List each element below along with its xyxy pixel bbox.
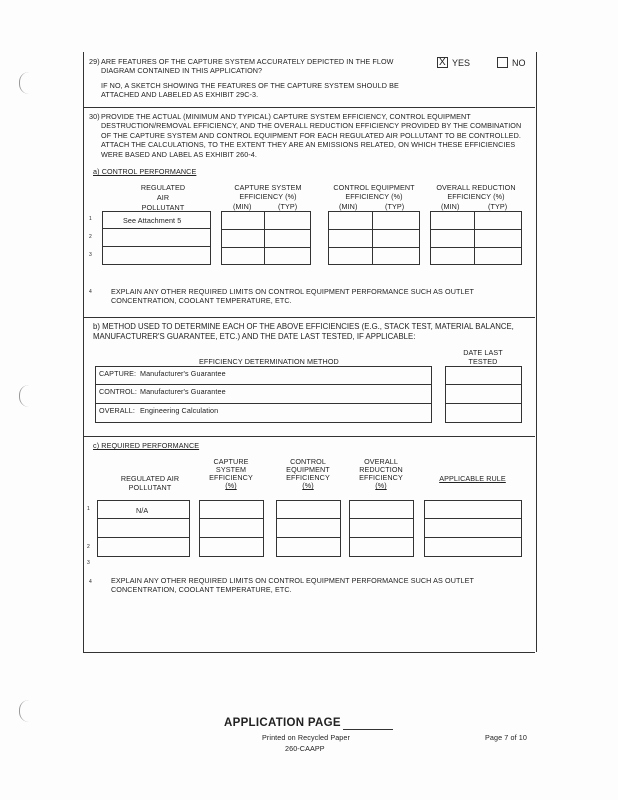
c-overall-cell-2[interactable] <box>349 519 414 538</box>
c-pollutant-cell-3[interactable] <box>97 538 190 557</box>
a-pollutant-cell-3[interactable] <box>102 247 211 265</box>
a-col-pollutant: REGULATED AIR POLLUTANT <box>140 183 186 212</box>
form-code: 260-CAAPP <box>285 744 325 753</box>
c-pollutant-value-1: N/A <box>136 506 149 515</box>
q30-number: 30) <box>89 112 100 121</box>
c-capture-cell-1[interactable] <box>199 500 264 519</box>
c-rule-cell-3[interactable] <box>424 538 522 557</box>
b-overall-label: OVERALL: <box>99 406 135 415</box>
c-capture-column <box>199 500 264 557</box>
b-overall-row[interactable] <box>95 404 432 423</box>
c-rule-column <box>424 500 522 557</box>
a-row-mark-1: 1 <box>89 216 92 222</box>
b-capture-value: Manufacturer's Guarantee <box>140 369 226 378</box>
yes-check-mark: X <box>439 57 446 68</box>
c-control-cell-3[interactable] <box>276 538 341 557</box>
a-pollutant-column <box>102 211 211 265</box>
no-label: NO <box>512 58 526 68</box>
a-col-overall: OVERALL REDUCTION EFFICIENCY (%) <box>436 183 516 202</box>
binder-hole-bottom <box>19 700 30 722</box>
b-control-row[interactable] <box>95 385 432 404</box>
c-row-mark-3: 3 <box>87 560 90 566</box>
section-a-divider <box>83 317 535 318</box>
c-note-mark: 4 <box>89 579 92 585</box>
b-capture-row[interactable] <box>95 366 432 385</box>
a-pollutant-value-1: See Attachment 5 <box>123 216 182 225</box>
binder-hole-middle <box>19 385 30 407</box>
b-date-table <box>445 366 522 423</box>
q30-question: PROVIDE THE ACTUAL (MINIMUM AND TYPICAL) CAPTURE SYSTEM EFFICIENCY, CONTROL EQUIPMENT DESTRUCTION/REMOVAL EFFICIENCY, AND THE OVERALL REDUCTION EFFICIENCY PROVIDED BY THE COMBINATION OF THE CAPTURE SYSTEM AND CONTROL EQUIPMENT FOR EACH REGULATED AIR POLLUTANT TO BE CONTROLLED. ATTACH THE CALCULATIONS, TO THE EXTENT THEY ARE AN EMISSIONS RELATED, ON WHICH THESE EFFICIENCIES WERE BASED AND LABEL AS EXHIBIT 260-4. <box>101 112 522 159</box>
a-col-control: CONTROL EQUIPMENT EFFICIENCY (%) <box>333 183 415 202</box>
application-page-title: APPLICATION PAGE <box>224 717 341 729</box>
yes-label: YES <box>452 58 471 68</box>
binder-hole-top <box>19 72 30 94</box>
b-overall-value: Engineering Calculation <box>140 406 219 415</box>
a-capture-typ: (TYP) <box>278 202 298 211</box>
c-row-mark-2: 2 <box>87 544 90 550</box>
c-col-rule: APPLICABLE RULE <box>439 474 506 483</box>
q29-sub-instruction: IF NO, A SKETCH SHOWING THE FEATURES OF THE CAPTURE SYSTEM SHOULD BE ATTACHED AND LABELED AS EXHIBIT 29C-3. <box>101 81 399 100</box>
c-capture-cell-2[interactable] <box>199 519 264 538</box>
c-col-control: CONTROL EQUIPMENT EFFICIENCY (%) <box>286 457 330 490</box>
a-pollutant-cell-2[interactable] <box>102 229 211 247</box>
c-pollutant-column <box>97 500 190 557</box>
b-col-date: DATE LAST TESTED <box>463 348 503 366</box>
b-date-capture[interactable] <box>445 366 522 385</box>
c-rule-cell-1[interactable] <box>424 500 522 519</box>
section-a-title: a) CONTROL PERFORMANCE <box>93 167 197 176</box>
q29-divider <box>83 107 535 108</box>
no-checkbox[interactable] <box>497 57 508 68</box>
c-col-overall: OVERALL REDUCTION EFFICIENCY (%) <box>359 457 403 490</box>
c-explain-note: EXPLAIN ANY OTHER REQUIRED LIMITS ON CONTROL EQUIPMENT PERFORMANCE SUCH AS OUTLET CONCENTRATION, COOLANT TEMPERATURE, ETC. <box>111 576 474 595</box>
application-page-blank <box>343 729 393 730</box>
b-method-table <box>95 366 432 422</box>
c-col-pollutant: REGULATED AIR POLLUTANT <box>120 474 180 492</box>
section-b-divider <box>83 436 535 437</box>
b-capture-label: CAPTURE: <box>99 369 137 378</box>
a-col-capture: CAPTURE SYSTEM EFFICIENCY (%) <box>234 183 302 202</box>
b-col-method: EFFICIENCY DETERMINATION METHOD <box>199 357 339 366</box>
a-control-min: (MIN) <box>339 202 358 211</box>
b-date-control[interactable] <box>445 385 522 404</box>
yes-checkbox[interactable] <box>437 57 448 68</box>
a-overall-min: (MIN) <box>441 202 460 211</box>
a-capture-min: (MIN) <box>233 202 252 211</box>
b-date-overall[interactable] <box>445 404 522 423</box>
a-note-mark: 4 <box>89 289 92 295</box>
page-number: Page 7 of 10 <box>485 733 527 742</box>
recycled-paper-note: Printed on Recycled Paper <box>262 733 350 742</box>
c-control-column <box>276 500 341 557</box>
c-rule-cell-2[interactable] <box>424 519 522 538</box>
c-capture-cell-3[interactable] <box>199 538 264 557</box>
form-bottom-border <box>83 652 535 653</box>
a-capture-grid <box>221 211 311 265</box>
c-control-cell-2[interactable] <box>276 519 341 538</box>
b-control-label: CONTROL: <box>99 387 137 396</box>
c-row-mark-1: 1 <box>87 506 90 512</box>
q29-question: ARE FEATURES OF THE CAPTURE SYSTEM ACCURATELY DEPICTED IN THE FLOW DIAGRAM CONTAINED IN THIS APPLICATION? <box>101 57 394 76</box>
section-c-title: c) REQUIRED PERFORMANCE <box>93 441 200 450</box>
a-pollutant-cell-1[interactable] <box>102 211 211 229</box>
c-overall-cell-3[interactable] <box>349 538 414 557</box>
a-explain-note: EXPLAIN ANY OTHER REQUIRED LIMITS ON CONTROL EQUIPMENT PERFORMANCE SUCH AS OUTLET CONCENTRATION, COOLANT TEMPERATURE, ETC. <box>111 287 474 306</box>
c-overall-column <box>349 500 414 557</box>
a-row-mark-3: 3 <box>89 252 92 258</box>
a-control-typ: (TYP) <box>385 202 405 211</box>
c-col-capture: CAPTURE SYSTEM EFFICIENCY (%) <box>209 457 253 490</box>
c-pollutant-cell-2[interactable] <box>97 519 190 538</box>
section-b-title: b) METHOD USED TO DETERMINE EACH OF THE ABOVE EFFICIENCIES (E.G., STACK TEST, MATERIAL BALANCE, MANUFACTURER'S GUARANTEE, ETC.) AND THE DATE LAST TESTED, IF APPLICABLE: <box>93 322 514 341</box>
c-control-cell-1[interactable] <box>276 500 341 519</box>
q29-number: 29) <box>89 57 100 66</box>
c-pollutant-cell-1[interactable] <box>97 500 190 519</box>
a-overall-typ: (TYP) <box>488 202 508 211</box>
a-row-mark-2: 2 <box>89 234 92 240</box>
b-control-value: Manufacturer's Guarantee <box>140 387 226 396</box>
a-overall-grid <box>430 211 522 265</box>
a-control-grid <box>328 211 420 265</box>
c-overall-cell-1[interactable] <box>349 500 414 519</box>
